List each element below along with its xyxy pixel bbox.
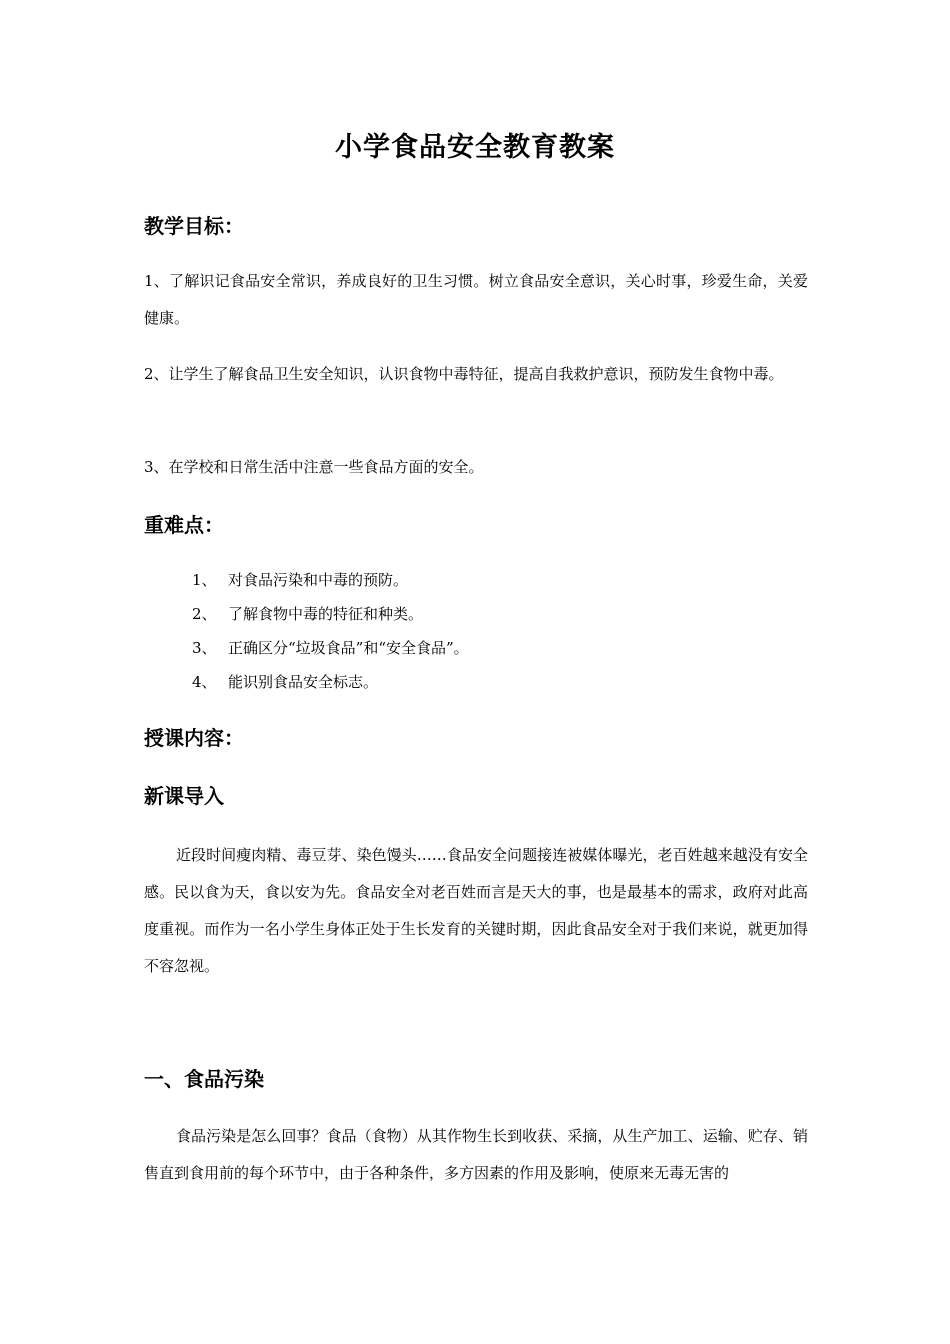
key-point-text: 能识别食品安全标志。 xyxy=(228,673,379,691)
key-point-item xyxy=(192,631,792,665)
key-point-number: 1、 xyxy=(192,571,217,589)
section-heading-key-points: 重难点： xyxy=(144,513,224,537)
key-point-item xyxy=(192,665,792,699)
intro-paragraph: 近段时间瘦肉精、毒豆芽、染色馒头……食品安全问题接连被媒体曝光，老百姓越来越没有安全感。民以食为天，食以安为先。食品安全对老百姓而言是天大的事，也是最基本的需求，政府对此高度重视。而作为一名小学生身体正处于生长发育的关键时期，因此食品安全对于我们来说，就更加得不容忽视。 xyxy=(144,846,808,975)
key-point-item xyxy=(192,597,792,631)
key-point-text: 对食品污染和中毒的预防。 xyxy=(228,571,409,589)
objective-item-3: 3、在学校和日常生活中注意一些食品方面的安全。 xyxy=(144,458,484,476)
document-title: 小学食品安全教育教案 xyxy=(335,132,615,163)
section-heading-content: 授课内容： xyxy=(144,726,244,750)
key-point-text: 正确区分“垃圾食品”和“安全食品”。 xyxy=(228,639,469,657)
key-point-number: 2、 xyxy=(192,605,217,623)
key-point-number: 4、 xyxy=(192,673,217,691)
key-point-item xyxy=(192,563,792,597)
key-points-list xyxy=(192,563,792,699)
key-point-text: 了解食物中毒的特征和种类。 xyxy=(228,605,424,623)
section-heading-intro: 新课导入 xyxy=(144,784,224,808)
pollution-paragraph: 食品污染是怎么回事？食品（食物）从其作物生长到收获、采摘，从生产加工、运输、贮存、销售直到食用前的每个环节中，由于各种条件，多方因素的作用及影响，使原来无毒无害的 xyxy=(144,1127,808,1182)
key-point-number: 3、 xyxy=(192,639,217,657)
section-heading-objectives: 教学目标： xyxy=(144,214,244,238)
section-heading-pollution: 一、食品污染 xyxy=(144,1067,264,1091)
objective-item-1: 1、了解识记食品安全常识，养成良好的卫生习惯。树立食品安全意识，关心时事，珍爱生命，关爱健康。 xyxy=(144,272,808,327)
objective-item-2: 2、让学生了解食品卫生安全知识，认识食物中毒特征，提高自我救护意识，预防发生食物中毒。 xyxy=(144,365,784,383)
